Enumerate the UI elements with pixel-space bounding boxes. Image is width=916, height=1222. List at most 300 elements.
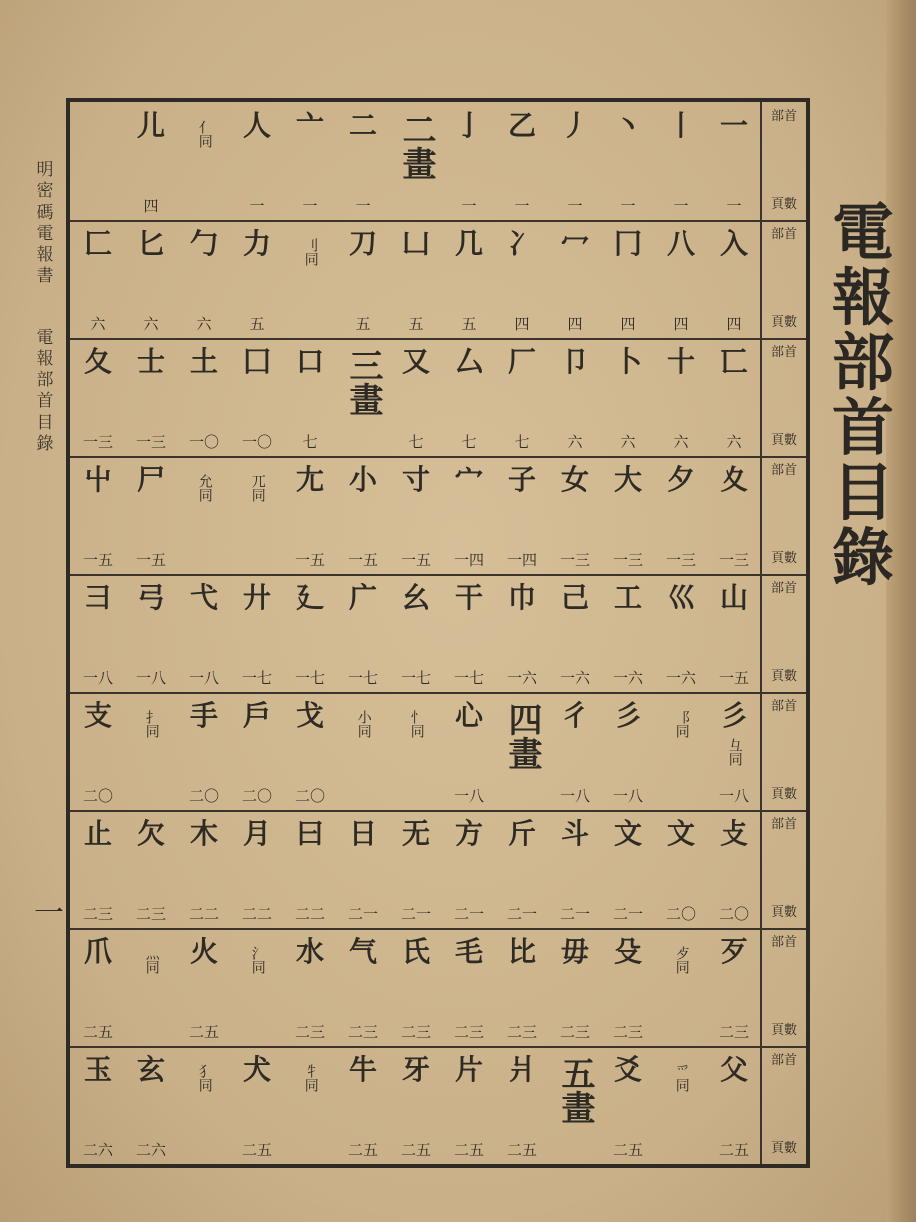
radical-char: 欠 xyxy=(136,817,165,850)
radical-table xyxy=(66,98,810,1168)
radical-char: 夕 xyxy=(666,463,695,496)
radical-char: 丨 xyxy=(666,109,695,142)
page-ref: 二三 xyxy=(612,1023,643,1041)
radical-char: 入 xyxy=(719,227,748,260)
radical-char: 几 xyxy=(454,227,483,260)
radical-char: 人 xyxy=(242,109,271,142)
head-char: 電 xyxy=(36,223,54,244)
radical-char: 囗 xyxy=(242,345,271,378)
radical-cell xyxy=(548,109,602,216)
head-char: 密 xyxy=(36,181,54,202)
page-ref: 一五 xyxy=(294,551,325,569)
row-header xyxy=(760,110,808,212)
title-char: 首 xyxy=(831,391,894,465)
page-ref: 二五 xyxy=(612,1141,643,1159)
radical-char: 八 xyxy=(666,227,695,260)
page-ref: 一六 xyxy=(612,669,643,687)
head-char: 首 xyxy=(36,391,54,412)
radical-cell xyxy=(654,109,708,216)
page-ref: 二五 xyxy=(347,1141,378,1159)
radical-cell xyxy=(601,227,655,334)
page-ref: 四 xyxy=(514,315,530,333)
radical-char: 刀 xyxy=(348,227,377,260)
radical-char: 寸 xyxy=(401,463,430,496)
radical-char: 彳 xyxy=(560,699,589,732)
variant-note: ⻏同 xyxy=(673,710,690,738)
page-ref: 一三 xyxy=(559,551,590,569)
page-ref: 七 xyxy=(302,433,318,451)
radical-cell xyxy=(230,817,284,924)
page-ref: 一八 xyxy=(82,669,113,687)
radical-char: 子 xyxy=(507,463,536,496)
radical-char: 厶 xyxy=(454,345,483,378)
title-char: 部 xyxy=(831,326,894,400)
radical-char: 爪 xyxy=(83,935,112,968)
page-ref: 四 xyxy=(143,197,159,215)
radical-char: 尸 xyxy=(136,463,165,496)
radical-char: 幺 xyxy=(401,581,430,614)
radical-cell xyxy=(177,466,231,570)
radical-char: 士 xyxy=(136,345,165,378)
page-ref: 一六 xyxy=(665,669,696,687)
header-yeshu: 頁數 xyxy=(770,668,797,684)
radical-char: 丶 xyxy=(613,109,642,142)
radical-char: 亠 xyxy=(295,109,324,142)
radical-cell xyxy=(177,817,231,924)
header-yeshu: 頁數 xyxy=(770,196,797,212)
radical-cell xyxy=(548,817,602,924)
page-ref: 二五 xyxy=(400,1141,431,1159)
radical-char: 无 xyxy=(401,817,430,850)
page-ref: 五 xyxy=(408,315,424,333)
radical-char: 力 xyxy=(242,227,271,260)
radical-char: 冂 xyxy=(613,227,642,260)
radical-cell xyxy=(389,581,443,688)
row-divider xyxy=(70,456,806,458)
page-ref: 二〇 xyxy=(665,905,696,923)
page-ref: 一五 xyxy=(135,551,166,569)
radical-cell xyxy=(654,938,708,1042)
page-ref: 二〇 xyxy=(241,787,272,805)
radical-char: 水 xyxy=(295,935,324,968)
head-char: 碼 xyxy=(36,202,54,223)
page-ref: 一八 xyxy=(559,787,590,805)
head-char: 錄 xyxy=(36,433,54,454)
radical-char: 广 xyxy=(348,581,377,614)
radical-cell xyxy=(283,581,337,688)
radical-cell xyxy=(707,581,761,688)
header-bushu: 部首 xyxy=(770,227,797,242)
radical-cell xyxy=(442,345,496,452)
radical-cell xyxy=(71,817,125,924)
header-yeshu: 頁數 xyxy=(770,904,797,920)
radical-char: 毛 xyxy=(454,935,483,968)
radical-char: 屮 xyxy=(83,463,112,496)
radical-char: 戶 xyxy=(242,699,271,732)
radical-cell xyxy=(71,581,125,688)
radical-char: 冖 xyxy=(560,227,589,260)
radical-cell xyxy=(336,581,390,688)
radical-cell xyxy=(495,345,549,452)
radical-char: 廾 xyxy=(242,581,271,614)
radical-char: 小 xyxy=(348,463,377,496)
page-ref: 一 xyxy=(673,197,689,215)
radical-cell xyxy=(389,1053,443,1160)
radical-char: 心 xyxy=(454,699,483,732)
radical-cell xyxy=(707,817,761,924)
stroke-heading: 五畫 xyxy=(555,1056,595,1124)
page-ref: 六 xyxy=(726,433,742,451)
radical-char: 日 xyxy=(348,817,377,850)
row-header xyxy=(760,936,808,1038)
radical-cell xyxy=(389,463,443,570)
radical-char: 彐 xyxy=(83,581,112,614)
radical-char: 女 xyxy=(560,463,589,496)
head-char: 報 xyxy=(36,348,54,369)
radical-cell xyxy=(654,463,708,570)
radical-char: 十 xyxy=(666,345,695,378)
variant-note: 灬同 xyxy=(143,946,160,974)
page-ref: 一 xyxy=(514,197,530,215)
row-header xyxy=(760,464,808,566)
radical-cell xyxy=(601,935,655,1042)
radical-cell xyxy=(495,463,549,570)
page-ref: 二六 xyxy=(82,1141,113,1159)
page-ref: 二一 xyxy=(453,905,484,923)
radical-char: 片 xyxy=(454,1053,483,1086)
variant-note: 彑同 xyxy=(726,738,743,766)
page-ref: 二一 xyxy=(506,905,537,923)
radical-char: 文 xyxy=(613,817,642,850)
radical-char: 曰 xyxy=(295,817,324,850)
page-ref: 二三 xyxy=(718,1023,749,1041)
radical-cell xyxy=(283,699,337,806)
page-ref: 一 xyxy=(620,197,636,215)
page-ref: 一〇 xyxy=(241,433,272,451)
radical-char: 手 xyxy=(189,699,218,732)
row-header xyxy=(760,346,808,448)
variant-note: 犭同 xyxy=(196,1064,213,1092)
radical-cell xyxy=(389,702,443,806)
radical-char: 牛 xyxy=(348,1053,377,1086)
page-ref: 二五 xyxy=(506,1141,537,1159)
radical-char: 父 xyxy=(719,1053,748,1086)
page-ref: 一八 xyxy=(188,669,219,687)
radical-cell xyxy=(442,1053,496,1160)
radical-cell xyxy=(283,109,337,216)
radical-char: 彡 xyxy=(719,699,748,732)
page-ref: 二五 xyxy=(718,1141,749,1159)
radical-cell xyxy=(654,581,708,688)
radical-cell xyxy=(283,230,337,334)
row-divider xyxy=(70,220,806,222)
radical-char: 歹 xyxy=(719,935,748,968)
radical-char: 殳 xyxy=(613,935,642,968)
running-head xyxy=(30,160,60,455)
page-ref: 二三 xyxy=(82,905,113,923)
page-ref: 一七 xyxy=(241,669,272,687)
radical-char: 彡 xyxy=(613,699,642,732)
radical-char: 匕 xyxy=(136,227,165,260)
radical-char: 厂 xyxy=(507,345,536,378)
head-char: 報 xyxy=(36,245,54,265)
radical-cell xyxy=(124,227,178,334)
radical-cell xyxy=(230,466,284,570)
radical-char: 口 xyxy=(295,345,324,378)
header-bushu: 部首 xyxy=(770,1053,797,1068)
page-title xyxy=(826,196,900,595)
radical-cell xyxy=(230,581,284,688)
page-ref: 一八 xyxy=(453,787,484,805)
page-ref: 二三 xyxy=(400,1023,431,1041)
page-ref: 一四 xyxy=(453,551,484,569)
row-header xyxy=(760,1054,808,1156)
header-yeshu: 頁數 xyxy=(770,786,797,802)
page-ref: 一六 xyxy=(559,669,590,687)
radical-cell xyxy=(548,227,602,334)
variant-note: 扌同 xyxy=(143,710,160,738)
page-ref: 二三 xyxy=(294,1023,325,1041)
radical-char: 工 xyxy=(613,581,642,614)
header-bushu: 部首 xyxy=(770,345,797,360)
radical-char: 弓 xyxy=(136,581,165,614)
radical-cell xyxy=(230,699,284,806)
page-ref: 二二 xyxy=(188,905,219,923)
variant-note: 歺同 xyxy=(673,946,690,974)
radical-char: 又 xyxy=(401,345,430,378)
page-ref: 五 xyxy=(355,315,371,333)
radical-cell xyxy=(389,935,443,1042)
radical-cell xyxy=(442,699,496,806)
radical-cell xyxy=(707,935,761,1042)
radical-char: 儿 xyxy=(136,109,165,142)
page-ref: 一五 xyxy=(718,669,749,687)
radical-cell xyxy=(124,702,178,806)
row-header xyxy=(760,700,808,802)
radical-cell xyxy=(177,699,231,806)
radical-cell xyxy=(495,109,549,216)
radical-cell xyxy=(177,345,231,452)
radical-char: 尢 xyxy=(295,463,324,496)
radical-char: 夊 xyxy=(719,463,748,496)
page-ref: 六 xyxy=(620,433,636,451)
radical-char: 文 xyxy=(666,817,695,850)
radical-char: 干 xyxy=(454,581,483,614)
page-ref: 五 xyxy=(461,315,477,333)
page-ref: 一八 xyxy=(135,669,166,687)
radical-cell xyxy=(177,227,231,334)
radical-char: 犬 xyxy=(242,1053,271,1086)
radical-cell xyxy=(230,1053,284,1160)
page-ref: 一八 xyxy=(718,787,749,805)
variant-note: 牜同 xyxy=(302,1064,319,1092)
radical-cell xyxy=(230,938,284,1042)
title-char: 錄 xyxy=(831,521,894,595)
page-ref: 一三 xyxy=(718,551,749,569)
radical-cell xyxy=(654,345,708,452)
radical-cell xyxy=(389,227,443,334)
radical-char: 木 xyxy=(189,817,218,850)
radical-cell xyxy=(442,227,496,334)
radical-cell xyxy=(71,227,125,334)
title-char: 報 xyxy=(831,261,894,335)
page-ref: 一三 xyxy=(135,433,166,451)
title-char: 目 xyxy=(831,456,894,530)
book-spine xyxy=(886,0,916,1222)
radical-char: 斗 xyxy=(560,817,589,850)
page-ref: 二一 xyxy=(347,905,378,923)
header-yeshu: 頁數 xyxy=(770,432,797,448)
radical-char: 匸 xyxy=(719,345,748,378)
page-ref: 一三 xyxy=(82,433,113,451)
page-ref: 一三 xyxy=(665,551,696,569)
radical-char: 毋 xyxy=(560,935,589,968)
page-ref: 二五 xyxy=(241,1141,272,1159)
radical-char: 玉 xyxy=(83,1053,112,1086)
radical-cell xyxy=(707,109,761,216)
radical-cell xyxy=(336,935,390,1042)
title-char: 電 xyxy=(831,196,894,269)
page-ref: 七 xyxy=(461,433,477,451)
radical-cell xyxy=(442,581,496,688)
radical-cell xyxy=(230,345,284,452)
head-char: 電 xyxy=(36,327,54,348)
radical-cell xyxy=(707,1053,761,1160)
radical-cell xyxy=(336,1053,390,1160)
radical-cell xyxy=(389,817,443,924)
radical-cell xyxy=(177,1056,231,1160)
row-divider xyxy=(70,574,806,576)
radical-cell xyxy=(495,227,549,334)
radical-cell xyxy=(71,345,125,452)
radical-cell xyxy=(283,817,337,924)
stroke-heading: 四畫 xyxy=(502,702,542,770)
page-ref: 二三 xyxy=(453,1023,484,1041)
page-ref: 二〇 xyxy=(294,787,325,805)
radical-cell xyxy=(336,463,390,570)
page-ref: 二〇 xyxy=(82,787,113,805)
radical-cell xyxy=(548,1056,602,1160)
row-header xyxy=(760,818,808,920)
head-char: 書 xyxy=(36,266,54,287)
radical-cell xyxy=(177,935,231,1042)
page-ref: 一三 xyxy=(612,551,643,569)
radical-cell xyxy=(336,348,390,452)
variant-note: 兀同 xyxy=(249,474,266,502)
page-ref: 一 xyxy=(726,197,742,215)
radical-char: 大 xyxy=(613,463,642,496)
radical-cell xyxy=(654,1056,708,1160)
page-ref: 二五 xyxy=(82,1023,113,1041)
page-ref: 一七 xyxy=(294,669,325,687)
radical-char: 土 xyxy=(189,345,218,378)
radical-cell xyxy=(495,1053,549,1160)
radical-cell xyxy=(283,935,337,1042)
radical-char: 气 xyxy=(348,935,377,968)
page-ref: 一四 xyxy=(506,551,537,569)
page-ref: 二三 xyxy=(135,905,166,923)
radical-cell xyxy=(283,345,337,452)
head-char: 明 xyxy=(36,160,54,180)
radical-char: 止 xyxy=(83,817,112,850)
variant-note: 氵同 xyxy=(249,946,266,974)
header-bushu: 部首 xyxy=(770,109,797,124)
radical-cell xyxy=(230,109,284,216)
page-ref: 六 xyxy=(196,315,212,333)
radical-cell xyxy=(707,227,761,334)
radical-cell xyxy=(283,1056,337,1160)
radical-cell xyxy=(230,227,284,334)
radical-char: 巾 xyxy=(507,581,536,614)
page-ref: 二二 xyxy=(241,905,272,923)
radical-cell xyxy=(389,345,443,452)
row-header xyxy=(760,228,808,330)
radical-char: 戈 xyxy=(295,699,324,732)
radical-cell xyxy=(442,109,496,216)
variant-note: 爫同 xyxy=(673,1064,690,1092)
row-divider xyxy=(70,692,806,694)
radical-char: 己 xyxy=(560,581,589,614)
radical-char: 斤 xyxy=(507,817,536,850)
stroke-heading: 二畫 xyxy=(396,112,436,180)
radical-cell xyxy=(495,581,549,688)
radical-char: 亅 xyxy=(454,109,483,142)
radical-cell xyxy=(124,463,178,570)
page-ref: 六 xyxy=(673,433,689,451)
radical-char: 宀 xyxy=(454,463,483,496)
radical-char: 月 xyxy=(242,817,271,850)
radical-cell xyxy=(124,817,178,924)
page-ref: 二六 xyxy=(135,1141,166,1159)
page-ref: 二五 xyxy=(188,1023,219,1041)
row-divider xyxy=(70,338,806,340)
radical-cell xyxy=(495,817,549,924)
radical-cell xyxy=(336,817,390,924)
radical-cell xyxy=(601,699,655,806)
radical-char: 卩 xyxy=(560,345,589,378)
page-ref: 六 xyxy=(143,315,159,333)
row-divider xyxy=(70,810,806,812)
radical-cell xyxy=(177,581,231,688)
radical-char: 凵 xyxy=(401,227,430,260)
radical-char: 牙 xyxy=(401,1053,430,1086)
page-ref: 一七 xyxy=(347,669,378,687)
radical-char: 二 xyxy=(348,109,377,142)
radical-cell xyxy=(601,1053,655,1160)
page-ref: 二二 xyxy=(294,905,325,923)
radical-cell xyxy=(71,699,125,806)
page-ref: 一六 xyxy=(506,669,537,687)
header-bushu: 部首 xyxy=(770,463,797,478)
radical-cell xyxy=(548,935,602,1042)
page-ref: 一 xyxy=(302,197,318,215)
radical-cell xyxy=(124,109,178,216)
radical-cell xyxy=(601,817,655,924)
radical-cell xyxy=(707,463,761,570)
radical-char: 玄 xyxy=(136,1053,165,1086)
radical-char: 巛 xyxy=(666,581,695,614)
radical-cell xyxy=(654,227,708,334)
page-ref: 二一 xyxy=(612,905,643,923)
radical-cell xyxy=(283,463,337,570)
page-ref: 一五 xyxy=(400,551,431,569)
radical-cell xyxy=(124,345,178,452)
page-ref: 二三 xyxy=(506,1023,537,1041)
head-char: 部 xyxy=(36,370,54,390)
radical-char: 丿 xyxy=(560,109,589,142)
radical-char: 支 xyxy=(83,699,112,732)
radical-cell xyxy=(71,463,125,570)
